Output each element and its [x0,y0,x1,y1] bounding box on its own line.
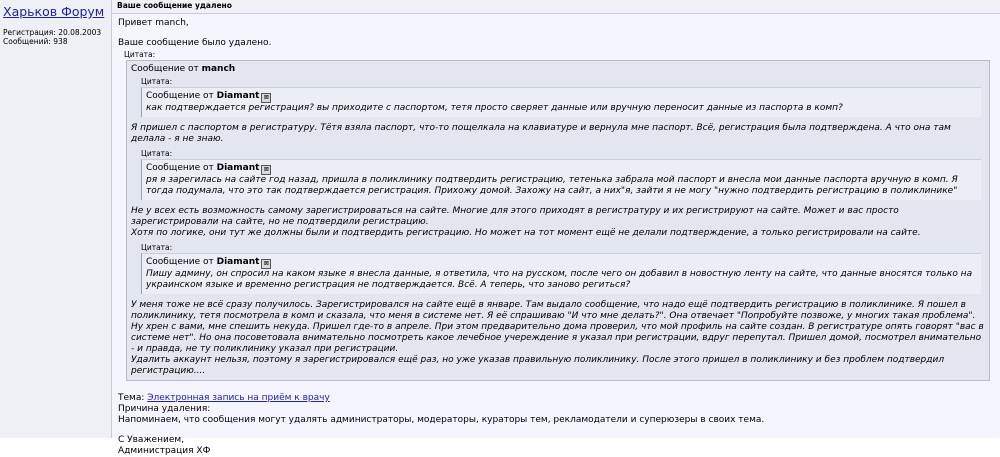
signature: Администрация ХФ [118,446,211,456]
regards: С Уважением, [118,435,185,445]
quote-label: Цитата: [124,50,156,59]
registration-date: Регистрация: 20.08.2003 [3,28,102,37]
user-profile-icon[interactable]: ⊠ [261,93,271,103]
topic-link[interactable]: Электронная запись на приём к врачу [147,393,330,403]
nested-quote-label: Цитата: [141,243,173,252]
nested-quote-label: Цитата: [141,149,173,158]
quote-author: Diamant [216,163,260,173]
message-footer [112,393,1000,457]
quote-text: Пишу админу, он спросил на каком языке я внесла данные, я ответила, что на русском, после чего он добавил в новостную ленту на сайте, что данные вносятся только на украинском языке и временно регистрация не подтверждается. Всё. А теперь, что заново региться? [146,269,973,290]
outer-quote [126,60,990,381]
reason-label: Причина удаления: [118,404,211,414]
user-profile-icon[interactable]: ⊠ [261,165,271,175]
reply-text: У меня тоже не всё сразу получилось. Зарегистрировался на сайте ещё в январе. Там выдало сообщение, что надо ещё подтвердить регистрацию в поликлинике. Я пошел в поликлинику, тетя посмотрела в комп и сказала, что меня в системе нет. Я её спрашиваю "И что мне делать?". Она отвечает "Попробуйте позвоже, у многих такая проблема". Ну хрен с вами, мне спешить некуда. Пришел где-то в апреле. При этом предварительно дома проверил, что мой профиль на сайте создан. В регистратуре опять говорят "вас в системе нет". Но она посоветовала внимательно посмотреть какое лечебное учереждение я указал при регистрации, вдруг перепутал. Пришел домой, посмотрел внимательно - и правда, не ту поликлинику указал при регистрации. Удалить аккаунт нельзя, поэтому я зарегистрировался ещё раз, но уже указав правильную поликлинику. После этого пришел в поликлинику и без проблем подтвердил регистрацию.... [131,300,984,376]
reason-text: Напоминаем, что сообщения могут удалять администраторы, модераторы, кураторы тем, рекламодатели и суперюзеры в своих тема. [118,415,765,425]
user-info [3,28,111,46]
quote-text: как подтверждается регистрация? вы приходите с паспортом, тетя просто сверяет данные или вручную переносит данные из паспорта в комп? [146,103,843,113]
quote-text: ря я зарегилась на сайте год назад, пришла в поликлинику подтвердить регистрацию, тетенька забрала мой паспорт и внесла мои данные паспорта вручную в комп. Я тогда подумала, что это так подтверждается регистрация. Прихожу домой. Захожу на сайт, а них"я, зайти я не могу "нужно подтвердить регистрацию в поликлинике" [146,175,958,196]
quote-author: Diamant [216,91,260,101]
message-body [112,14,1000,49]
quote-header: Сообщение от manch [131,64,236,74]
deleted-notice: Ваше сообщение было удалено. [118,38,272,48]
message-count: Сообщений: 938 [3,37,68,46]
quote-author: Diamant [216,257,260,267]
forum-user-link[interactable]: Харьков Форум [3,4,105,19]
nested-quote: Сообщение от Diamant ⊠ Пишу админу, он спросил на каком языке я внесла данные, я ответила, что на русском, после чего он добавил в новостную ленту на сайте, что данные вносятся только на украинском языке и временно регистрация не подтверждается. Всё. А теперь, что заново региться? [141,253,981,294]
reply-text: Я пришел с паспортом в регистратуру. Тётя взяла паспорт, что-то пощелкала на клавиатуре и вернула мне паспорт. Всё, регистрация была подтверждена. А что она там делала - я не знаю. [131,123,951,144]
reply-text: Не у всех есть возможность самому зарегистрироваться на сайте. Многие для этого приходят в регистратуру и их регистрируют на сайте. Может и вас просто зарегистрировали на сайте, но не подтвердили регистрацию. Хотя по логике, они тут же должны были и подтвердить регистрацию. Но может на тот момент ещё не делали подтверждение, а только регистрировали на сайте. [131,206,921,238]
nested-quote-label: Цитата: [141,77,173,86]
user-sidebar [0,0,112,438]
nested-quote: Сообщение от Diamant ⊠ ря я зарегилась на сайте год назад, пришла в поликлинику подтвердить регистрацию, тетенька забрала мой паспорт и внесла мои данные паспорта вручную в комп. Я тогда подумала, что это так подтверждается регистрация. Прихожу домой. Захожу на сайт, а них"я, зайти я не могу "нужно подтвердить регистрацию в поликлинике" [141,159,981,200]
topic-line: Тема: Электронная запись на приём к врачу [118,393,330,403]
nested-quote: Сообщение от Diamant ⊠ как подтверждается регистрация? вы приходите с паспортом, тетя просто сверяет данные или вручную переносит данные из паспорта в комп? [141,87,981,117]
message-panel [112,0,1000,456]
quote-author: manch [201,64,236,74]
message-title: Ваше сообщение удалено [112,0,1000,14]
greeting: Привет manch, [118,18,189,28]
user-profile-icon[interactable]: ⊠ [261,259,271,269]
